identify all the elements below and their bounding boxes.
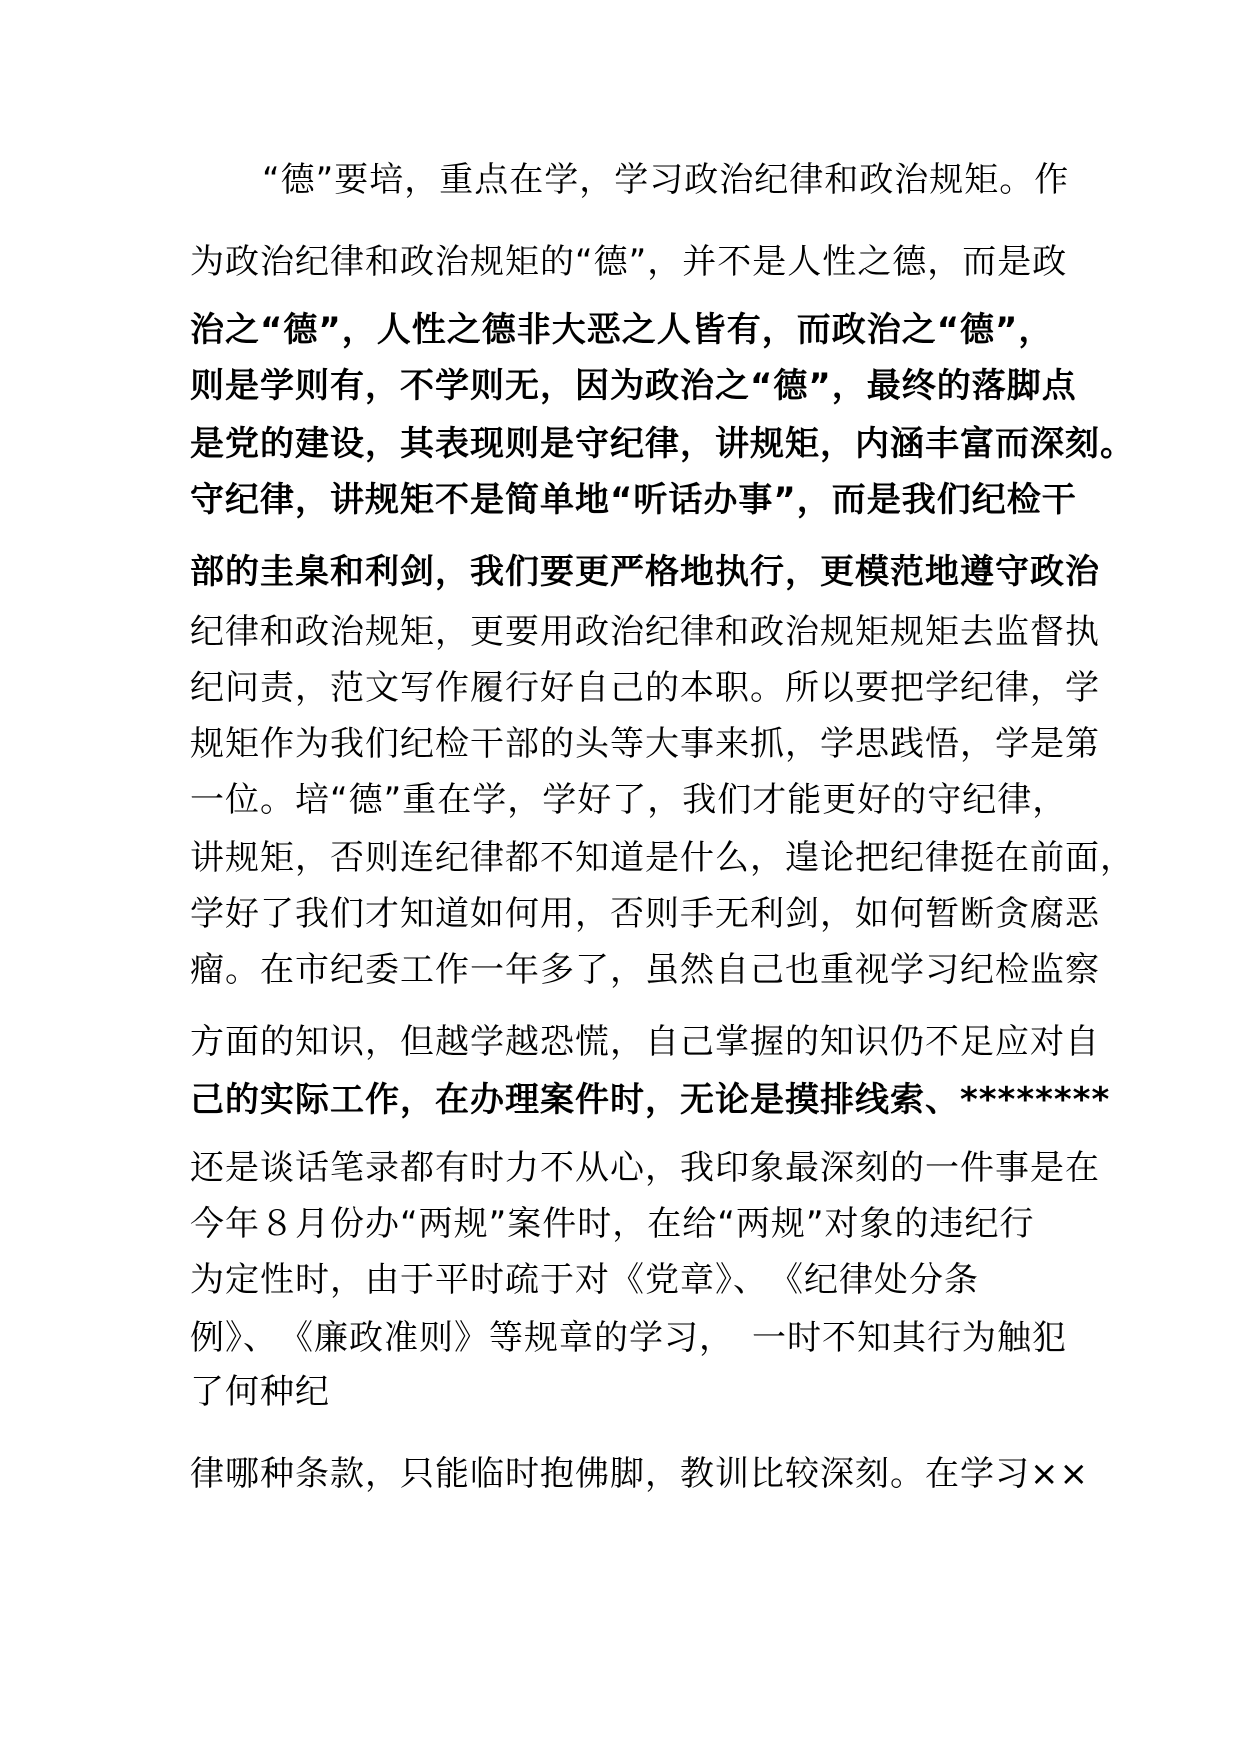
text-line-16: 己的实际工作，在办理案件时，无论是摸排线索、******** (190, 1080, 1111, 1120)
text-line-17: 还是谈话笔录都有时力不从心，我印象最深刻的一件事是在 (190, 1148, 1100, 1188)
text-line-2: 为政治纪律和政治规矩的“德”，并不是人性之德，而是政 (190, 242, 1068, 282)
text-line-6: 守纪律，讲规矩不是简单地“听话办事”，而是我们纪检干 (190, 480, 1077, 520)
text-line-20: 例》、 《廉政准则》等规章的学习， 一时不知其行为触犯 (190, 1318, 1067, 1358)
text-line-9: 纪问责，范文写作履行好自己的本职。所以要把学纪律，学 (190, 668, 1100, 708)
text-line-11: 一位。培“德”重在学，学好了，我们才能更好的守纪律， (190, 780, 1068, 820)
text-line-12: 讲规矩，否则连纪律都不知道是什么，遑论把纪律挺在前面， (190, 838, 1135, 878)
text-line-21: 了何种纪 (190, 1372, 330, 1412)
text-line-13: 学好了我们才知道如何用，否则手无利剑，如何暂断贪腐恶 (190, 894, 1100, 934)
text-line-19: 为定性时，由于平时疏于对《党章》、 《纪律处分条 (190, 1260, 979, 1300)
text-line-4: 则是学则有，不学则无，因为政治之“德”，最终的落脚点 (190, 366, 1077, 406)
text-line-5: 是党的建设，其表现则是守纪律，讲规矩，内涵丰富而深刻。 (190, 424, 1135, 464)
text-line-22: 律哪种条款，只能临时抱佛脚，教训比较深刻。在学习×× (190, 1454, 1089, 1494)
text-line-8: 纪律和政治规矩，更要用政治纪律和政治规矩规矩去监督执 (190, 612, 1100, 652)
text-line-3: 治之“德”，人性之德非大恶之人皆有，而政治之“德”， (190, 310, 1054, 350)
text-line-10: 规矩作为我们纪检干部的头等大事来抓，学思践悟，学是第 (190, 724, 1100, 764)
text-line-7: 部的圭臬和利剑，我们要更严格地执行，更模范地遵守政治 (190, 552, 1100, 592)
text-line-18: 今年８月份办“两规”案件时，在给“两规”对象的违纪行 (190, 1204, 1035, 1244)
text-line-14: 瘤。在市纪委工作一年多了，虽然自己也重视学习纪检监察 (190, 950, 1100, 990)
text-line-15: 方面的知识，但越学越恐慌，自己掌握的知识仍不足应对自 (190, 1022, 1100, 1062)
text-line-1: “德”要培，重点在学，学习政治纪律和政治规矩。作 (262, 160, 1070, 200)
